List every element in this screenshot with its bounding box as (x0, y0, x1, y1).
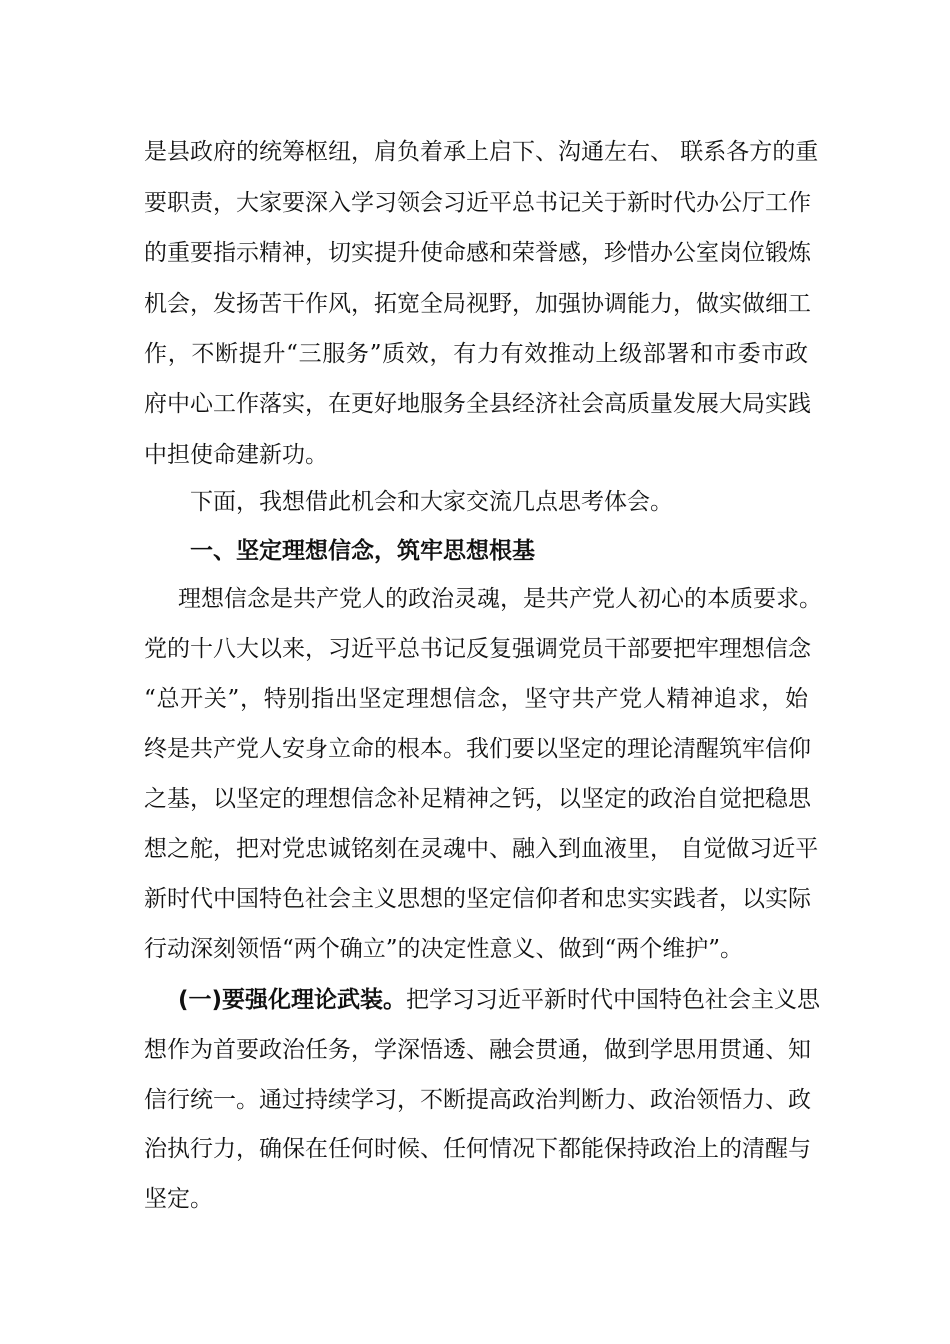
section-line: 行动深刻领悟“两个确立”的决定性意义、做到“两个维护”。 (144, 936, 744, 962)
subsection-line: 信行统一。通过持续学习，不断提高政治判断力、政治领悟力、政 (144, 1087, 811, 1113)
section-line: “总开关”，特别指出坚定理想信念，坚守共产党人精神追求，始 (144, 686, 808, 712)
transition-paragraph: 下面，我想借此机会和大家交流几点思考体会。 (190, 489, 673, 515)
subsection-line: 想作为首要政治任务，学深悟透、融会贯通，做到学思用贯通、知 (144, 1037, 811, 1063)
intro-line: 作，不断提升“三服务”质效，有力有效推动上级部署和市委市政 (144, 341, 808, 367)
intro-line: 中担使命建新功。 (144, 442, 328, 468)
intro-line: 的重要指示精神，切实提升使命感和荣誉感，珍惜办公室岗位锻炼 (144, 240, 811, 266)
intro-line: 府中心工作落实，在更好地服务全县经济社会高质量发展大局实践 (144, 391, 811, 417)
section-line: 党的十八大以来，习近平总书记反复强调党员干部要把牢理想信念 (144, 636, 811, 662)
section-line: 终是共产党人安身立命的根本。我们要以坚定的理论清醒筑牢信仰 (144, 736, 811, 762)
intro-line: 机会，发扬苦干作风，拓宽全局视野，加强协调能力，做实做细工 (144, 291, 811, 317)
section-heading: 一、坚定理想信念，筑牢思想根基 (190, 538, 535, 564)
subsection-first-line (178, 980, 821, 1020)
subsection-text: 把学习习近平新时代中国特色社会主义思 (406, 987, 821, 1013)
section-line: 之基，以坚定的理想信念补足精神之钙，以坚定的政治自觉把稳思 (144, 786, 811, 812)
subsection-line: 治执行力，确保在任何时候、任何情况下都能保持政治上的清醒与 (144, 1136, 811, 1162)
subsection-title: (一)要强化理论武装。 (178, 987, 407, 1013)
intro-line: 是县政府的统筹枢纽，肩负着承上启下、沟通左右、 联系各方的重 (144, 139, 819, 165)
section-line: 想之舵，把对党忠诚铭刻在灵魂中、融入到血液里， 自觉做习近平 (144, 836, 819, 862)
section-line: 新时代中国特色社会主义思想的坚定信仰者和忠实实践者，以实际 (144, 886, 811, 912)
intro-line: 要职责，大家要深入学习领会习近平总书记关于新时代办公厅工作 (144, 190, 811, 216)
subsection-line: 坚定。 (144, 1186, 213, 1212)
section-line: 理想信念是共产党人的政治灵魂，是共产党人初心的本质要求。 (178, 586, 822, 612)
